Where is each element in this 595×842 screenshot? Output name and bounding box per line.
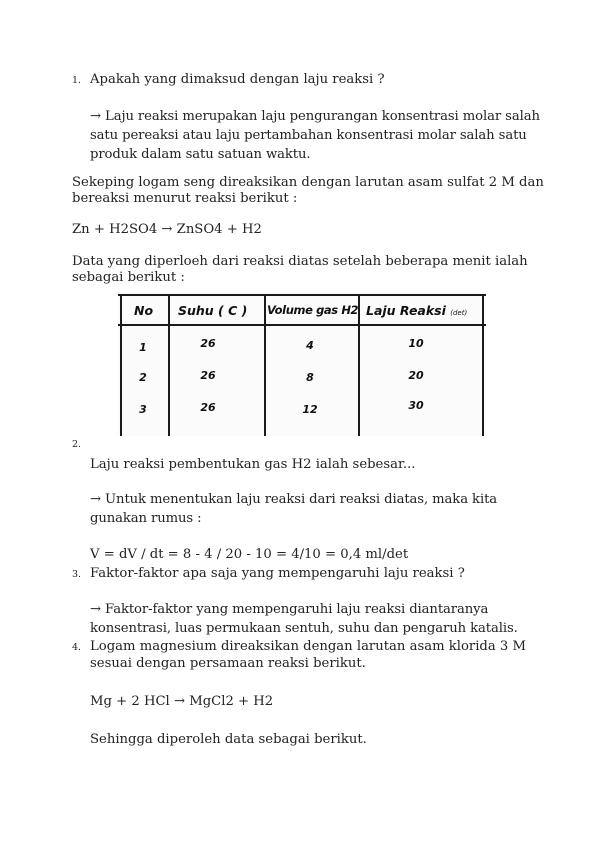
question-4-line-2: sesuai dengan persamaan reaksi berikut. xyxy=(90,656,366,671)
intro-line-2: bereaksi menurut reaksi berikut : xyxy=(72,191,298,206)
intro-line-1: Sekeping logam seng direaksikan dengan larutan asam sulfat 2 M dan xyxy=(72,175,544,190)
table-cell-suhu-3: 26 xyxy=(200,401,216,414)
table-col-line-2 xyxy=(264,294,266,436)
question-4-closing: Sehingga diperoleh data sebagai berikut. xyxy=(90,732,367,747)
answer-2-formula: V = dV / dt = 8 - 4 / 20 - 10 = 4/10 = 0,4 ml/det xyxy=(90,547,409,562)
table-col-line-3 xyxy=(358,294,360,436)
table-col-line-1 xyxy=(168,294,170,436)
question-3-text: Faktor-faktor apa saja yang mempengaruhi laju reaksi ? xyxy=(90,566,465,581)
question-number-3: 3. xyxy=(72,569,82,580)
table-left-line xyxy=(120,294,122,436)
table-header-laju-text: Laju Reaksi xyxy=(366,303,446,318)
table-cell-laju-1: 10 xyxy=(408,337,424,350)
table-cell-no-2: 2 xyxy=(139,371,147,384)
table-top-line xyxy=(118,294,486,296)
table-cell-volume-1: 4 xyxy=(306,339,314,352)
table-cell-no-1: 1 xyxy=(139,341,147,354)
data-table-image xyxy=(118,291,486,436)
answer-1-line-1: → Laju reaksi merupakan laju pengurangan konsentrasi molar salah xyxy=(90,109,540,124)
question-2-text: Laju reaksi pembentukan gas H2 ialah sebesar... xyxy=(90,457,416,472)
question-number-4: 4. xyxy=(72,642,82,653)
question-number-2: 2. xyxy=(72,439,82,450)
table-header-unit: (det) xyxy=(450,309,468,317)
answer-2-line-2: gunakan rumus : xyxy=(90,511,202,526)
table-cell-no-3: 3 xyxy=(139,403,147,416)
table-header-line xyxy=(118,324,486,326)
question-1-text: Apakah yang dimaksud dengan laju reaksi ? xyxy=(90,72,385,87)
answer-1-line-3: produk dalam satu satuan waktu. xyxy=(90,147,311,162)
table-right-line xyxy=(482,294,484,436)
table-cell-volume-2: 8 xyxy=(306,371,314,384)
table-cell-suhu-2: 26 xyxy=(200,369,216,382)
table-cell-volume-3: 12 xyxy=(302,403,318,416)
answer-1-line-2: satu pereaksi atau laju pertambahan konsentrasi molar salah satu xyxy=(90,128,527,143)
table-header-volume: Volume gas H2 xyxy=(267,303,359,317)
data-intro-line-2: sebagai berikut : xyxy=(72,270,185,285)
table-header-suhu: Suhu ( C ) xyxy=(178,303,248,318)
answer-3-line-1: → Faktor-faktor yang mempengaruhi laju reaksi diantaranya xyxy=(90,602,489,617)
reaction-equation-zn: Zn + H2SO4 → ZnSO4 + H2 xyxy=(72,222,262,237)
reaction-equation-mg: Mg + 2 HCl → MgCl2 + H2 xyxy=(90,694,274,709)
table-header-laju xyxy=(366,303,467,318)
table-cell-laju-3: 30 xyxy=(408,399,424,412)
answer-2-line-1: → Untuk menentukan laju reaksi dari reaksi diatas, maka kita xyxy=(90,492,498,507)
question-4-line-1: Logam magnesium direaksikan dengan larutan asam klorida 3 M xyxy=(90,639,527,654)
answer-3-line-2: konsentrasi, luas permukaan sentuh, suhu dan pengaruh katalis. xyxy=(90,621,518,636)
data-intro-line-1: Data yang diperloeh dari reaksi diatas setelah beberapa menit ialah xyxy=(72,254,528,269)
table-header-no: No xyxy=(134,303,154,318)
question-number-1: 1. xyxy=(72,75,82,86)
table-cell-suhu-1: 26 xyxy=(200,337,216,350)
table-cell-laju-2: 20 xyxy=(408,369,424,382)
